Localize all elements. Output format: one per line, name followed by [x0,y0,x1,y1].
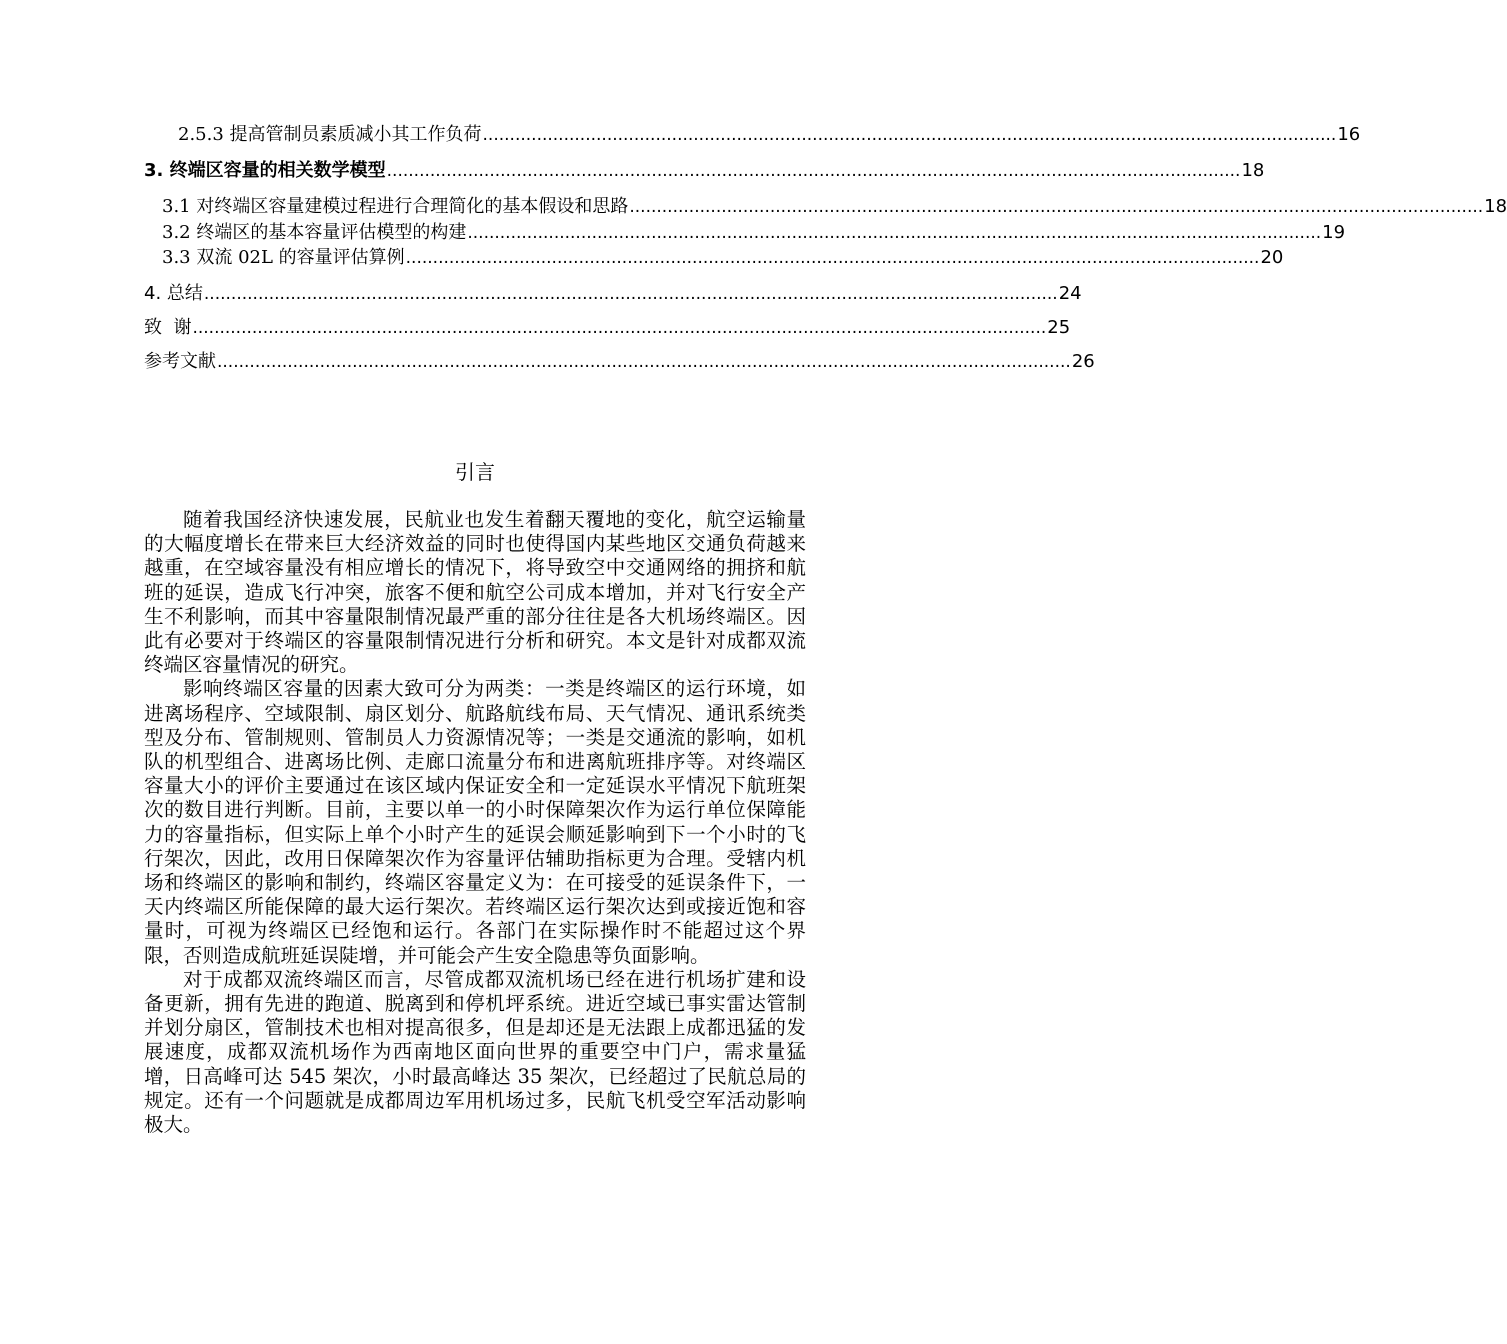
toc-entry[interactable] [162,243,1284,273]
toc-leader-dots: .............................................................................................................................................................. [629,197,1484,217]
toc-entry-page: 25 [1047,317,1071,338]
toc-leader-dots: .............................................................................................................................................................. [217,352,1071,372]
toc-entry-label: 致 谢 [144,317,192,338]
toc-entry-page: 26 [1071,351,1095,372]
toc-leader-dots: .............................................................................................................................................................. [467,223,1322,243]
paragraph: 随着我国经济快速发展，民航业也发生着翻天覆地的变化，航空运输量的大幅度增长在带来巨大经济效益的同时也使得国内某些地区交通负荷越来越重，在空域容量没有相应增长的情况下，将导致空中交通网络的拥挤和航班的延误，造成飞行冲突，旅客不便和航空公司成本增加，并对飞行安全产生不利影响，而其中容量限制情况最严重的部分往往是各大机场终端区。因此有必要对于终端区的容量限制情况进行分析和研究。本文是针对成都双流终端区容量情况的研究。 [144,508,806,677]
toc-entry[interactable] [144,279,1082,309]
toc-leader-dots: .............................................................................................................................................................. [405,248,1260,268]
paragraph: 对于成都双流终端区而言，尽管成都双流机场已经在进行机场扩建和设备更新，拥有先进的跑道、脱离到和停机坪系统。进近空域已事实雷达管制并划分扇区，管制技术也相对提高很多，但是却还是无法跟上成都迅猛的发展速度，成都双流机场作为西南地区面向世界的重要空中门户，需求量猛增，日高峰可达 545 架次，小时最高峰达 35 架次，已经超过了民航总局的规定。还有一个问题就是成都周边军用机场过多，民航飞机受空军活动影响极大。 [144,967,806,1137]
toc-entry-label: 3.1 对终端区容量建模过程进行合理简化的基本假设和思路 [162,196,629,217]
section-title: 引言 [455,460,495,484]
section-body [144,508,806,1137]
toc-leader-dots: .............................................................................................................................................................. [203,284,1058,304]
toc-entry-label: 3. 终端区容量的相关数学模型 [144,160,386,181]
toc-entry-page: 18 [1484,196,1507,217]
toc-entry-page: 20 [1260,247,1284,268]
paragraph: 影响终端区容量的因素大致可分为两类：一类是终端区的运行环境，如进离场程序、空域限制、扇区划分、航路航线布局、天气情况、通讯系统类型及分布、管制规则、管制员人力资源情况等；一类是交通流的影响，如机队的机型组合、进离场比例、走廊口流量分布和进离航班排序等。对终端区容量大小的评价主要通过在该区域内保证安全和一定延误水平情况下航班架次的数目进行判断。目前，主要以单一的小时保障架次作为运行单位保障能力的容量指标，但实际上单个小时产生的延误会顺延影响到下一个小时的飞行架次，因此，改用日保障架次作为容量评估辅助指标更为合理。受辖内机场和终端区的影响和制约，终端区容量定义为：在可接受的延误条件下，一天内终端区所能保障的最大运行架次。若终端区运行架次达到或接近饱和容量时，可视为终端区已经饱和运行。各部门在实际操作时不能超过这个界限，否则造成航班延误陡增，并可能会产生安全隐患等负面影响。 [144,677,806,967]
toc-entry[interactable] [144,347,1095,377]
toc-leader-dots: .............................................................................................................................................................. [192,318,1047,338]
toc-entry-page: 24 [1058,283,1082,304]
toc-entry-label: 3.3 双流 02L 的容量评估算例 [162,247,405,268]
toc-entry-label: 3.2 终端区的基本容量评估模型的构建 [162,222,467,243]
toc-entry-label: 2.5.3 提高管制员素质减小其工作负荷 [178,124,482,145]
toc-entry-page: 19 [1322,222,1346,243]
toc-entry-label: 参考文献 [144,351,216,372]
toc-leader-dots: .............................................................................................................................................................. [482,125,1337,145]
toc-entry-label: 4. 总结 [144,283,203,304]
toc-entry[interactable] [144,156,1265,186]
toc-entry-page: 16 [1337,124,1361,145]
toc-entry-page: 18 [1241,160,1265,181]
toc-leader-dots: .............................................................................................................................................................. [386,161,1241,181]
toc-entry[interactable] [178,120,1361,150]
toc-entry[interactable] [144,313,1071,343]
